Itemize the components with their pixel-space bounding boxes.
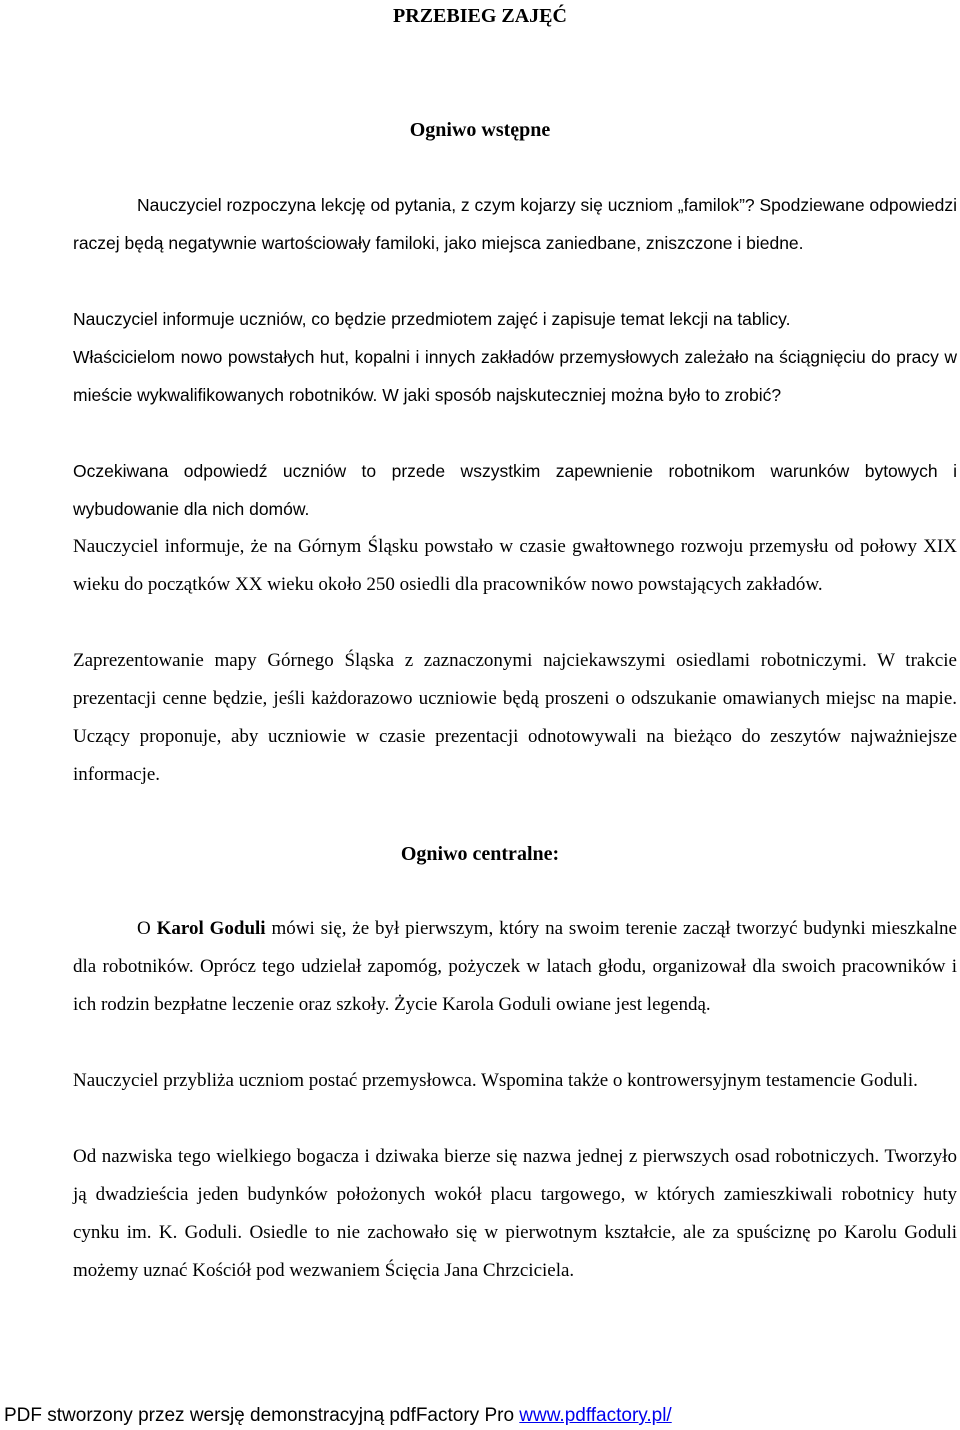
page-title: PRZEBIEG ZAJĘĆ [393, 5, 567, 27]
paragraph-expected-answer: Oczekiwana odpowiedź uczniów to przede wszystkim zapewnienie robotnikom warunków bytowych i wybudowanie dla nich domów. [73, 461, 957, 519]
paragraph-industrialist: Nauczyciel przybliża uczniom postać przemysłowca. Wspomina także o kontrowersyjnym testamencie Goduli. [73, 1070, 918, 1091]
paragraph-settlements-info: Nauczyciel informuje, że na Górnym Śląsku powstało w czasie gwałtownego rozwoju przemysłu od połowy XIX wieku do początków XX wieku około 250 osiedli dla pracowników nowo powstających zakładów. [73, 536, 957, 595]
pdf-footer [4, 1404, 672, 1428]
paragraph-settlement-history: Od nazwiska tego wielkiego bogacza i dziwaka bierze się nazwa jednej z pierwszych osad robotniczych. Tworzyło ją dwadzieścia jeden budynków położonych wokół placu targowego, w których zamieszkiwali robotnicy huty cynku im. K. Goduli. Osiedle to nie zachowało się w pierwotnym kształcie, ale za spuściznę po Karolu Goduli możemy uznać Kościół pod wezwaniem Ścięcia Jana Chrzciciela. [73, 1146, 957, 1281]
paragraph-karol-godula [73, 910, 957, 1024]
section-heading-central: Ogniwo centralne: [400, 843, 560, 865]
footer-text: PDF stworzony przez wersję demonstracyjną pdfFactory Pro [4, 1405, 520, 1426]
footer-link[interactable]: www.pdffactory.pl/ [519, 1405, 672, 1426]
paragraph-rest: mówi się, że był pierwszym, który na swoim terenie zaczął tworzyć budynki mieszkalne dla robotników. Oprócz tego udzielał zapomóg, pożyczek w latach głodu, organizował dla swoich pracowników i ich rodzin bezpłatne leczenie oraz szkoły. Życie Karola Goduli owiane jest legendą. [73, 918, 957, 1015]
paragraph-owners-question: Właścicielom nowo powstałych hut, kopalni i innych zakładów przemysłowych zależało na ściągnięciu do pracy w mieście wykwalifikowanych robotników. W jaki sposób najskuteczniej można było to zrobić? [73, 347, 957, 405]
paragraph-opening-question: Nauczyciel rozpoczyna lekcję od pytania, z czym kojarzy się uczniom „familok”? Spodziewane odpowiedzi raczej będą negatywnie wartościowały familoki, jako miejsca zaniedbane, zniszczone i biedne. [73, 195, 957, 253]
karol-godula-name: Karol Goduli [156, 918, 266, 939]
section-heading-intro: Ogniwo wstępne [409, 119, 551, 141]
paragraph-lesson-topic: Nauczyciel informuje uczniów, co będzie przedmiotem zajęć i zapisuje temat lekcji na tablicy. [73, 309, 791, 329]
paragraph-prefix: O [137, 918, 157, 939]
paragraph-map-presentation: Zaprezentowanie mapy Górnego Śląska z zaznaczonymi najciekawszymi osiedlami robotniczymi. W trakcie prezentacji cenne będzie, jeśli każdorazowo uczniowie będą proszeni o odszukanie omawianych miejsc na mapie. Uczący proponuje, aby uczniowie w czasie prezentacji odnotowywali na bieżąco do zeszytów najważniejsze informacje. [73, 650, 957, 785]
